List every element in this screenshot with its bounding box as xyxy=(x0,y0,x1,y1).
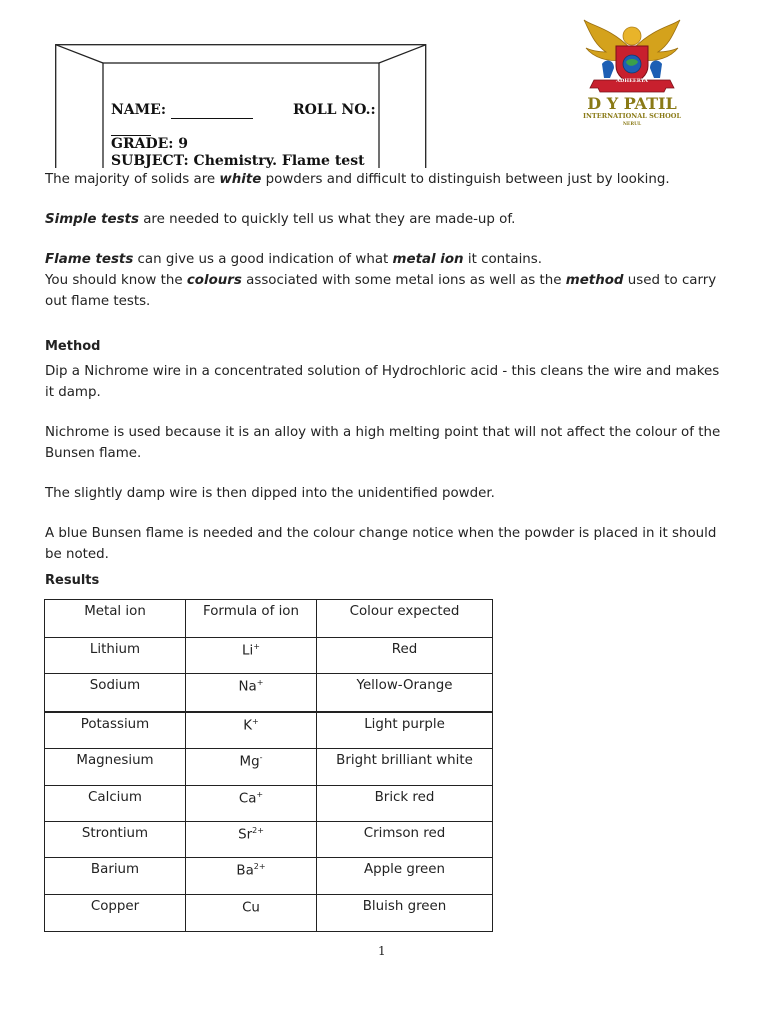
metal-cell: Magnesium xyxy=(45,749,186,786)
colour-cell: Apple green xyxy=(317,858,493,895)
column-header: Formula of ion xyxy=(186,600,317,638)
table-row xyxy=(45,638,493,674)
formula-cell: Mg- xyxy=(186,749,317,786)
method-step-2: Nichrome is used because it is an alloy with a high melting point that will not affect the colour of the Bunsen flame. xyxy=(45,425,721,461)
grade-label: GRADE: 9 xyxy=(111,136,189,152)
intro-paragraph-1: The majority of solids are white powders and difficult to distinguish between just by looking. xyxy=(45,172,670,187)
method-step-3: The slightly damp wire is then dipped into the unidentified powder. xyxy=(45,486,495,501)
method-heading: Method xyxy=(45,339,101,354)
table-row xyxy=(45,749,493,786)
page-number: 1 xyxy=(378,944,386,958)
roll-field-label: ROLL NO.: xyxy=(293,102,376,118)
table-row xyxy=(45,822,493,858)
school-crest-icon xyxy=(580,18,684,96)
column-header: Colour expected xyxy=(317,600,493,638)
table-row xyxy=(45,674,493,712)
logo-motto: ADHEERYA xyxy=(616,78,648,84)
metal-cell: Barium xyxy=(45,858,186,895)
metal-cell: Lithium xyxy=(45,638,186,674)
method-step-1: Dip a Nichrome wire in a concentrated solution of Hydrochloric acid - this cleans the wire and makes it damp. xyxy=(45,364,720,400)
school-logo xyxy=(580,18,684,128)
metal-cell: Potassium xyxy=(45,712,186,749)
formula-cell: Na+ xyxy=(186,674,317,712)
name-blank[interactable] xyxy=(171,102,253,119)
intro-paragraph-3: Flame tests can give us a good indication of what metal ion it contains. xyxy=(45,252,543,267)
table-row xyxy=(45,786,493,822)
name-field-label: NAME: xyxy=(111,102,253,119)
formula-cell: K+ xyxy=(186,712,317,749)
metal-cell: Copper xyxy=(45,895,186,932)
table-row xyxy=(45,895,493,932)
colour-cell: Yellow-Orange xyxy=(317,674,493,712)
metal-cell: Calcium xyxy=(45,786,186,822)
formula-cell: $Ba^{2+}$ xyxy=(186,858,317,895)
formula-cell: Li+ xyxy=(186,638,317,674)
intro-paragraph-4: You should know the colours associated with some metal ions as well as the method used to carry out flame tests. xyxy=(45,273,717,309)
intro-paragraph-2: Simple tests are needed to quickly tell us what they are made-up of. xyxy=(45,212,516,227)
method-step-4: A blue Bunsen flame is needed and the colour change notice when the powder is placed in it should be noted. xyxy=(45,526,717,562)
colour-cell: Brick red xyxy=(317,786,493,822)
subject-label: SUBJECT: Chemistry. Flame test xyxy=(111,153,365,169)
results-heading: Results xyxy=(45,573,100,588)
table-row xyxy=(45,712,493,749)
logo-name-line1: D Y PATIL xyxy=(587,94,677,113)
column-header: Metal ion xyxy=(45,600,186,638)
colour-cell: Bright brilliant white xyxy=(317,749,493,786)
header-frame xyxy=(55,44,427,168)
logo-name-line2: INTERNATIONAL SCHOOL xyxy=(582,112,682,120)
table-header-row xyxy=(45,600,493,638)
colour-cell: Bluish green xyxy=(317,895,493,932)
results-table xyxy=(44,599,493,932)
logo-location: NERUL xyxy=(622,122,642,127)
colour-cell: Light purple xyxy=(317,712,493,749)
roll-blank-line[interactable] xyxy=(111,119,151,136)
table-row xyxy=(45,858,493,895)
metal-cell: Sodium xyxy=(45,674,186,712)
colour-cell: Red xyxy=(317,638,493,674)
colour-cell: Crimson red xyxy=(317,822,493,858)
formula-cell: Cu xyxy=(186,895,317,932)
metal-cell: Strontium xyxy=(45,822,186,858)
formula-cell: $Sr^{2+}$ xyxy=(186,822,317,858)
formula-cell: Ca+ xyxy=(186,786,317,822)
